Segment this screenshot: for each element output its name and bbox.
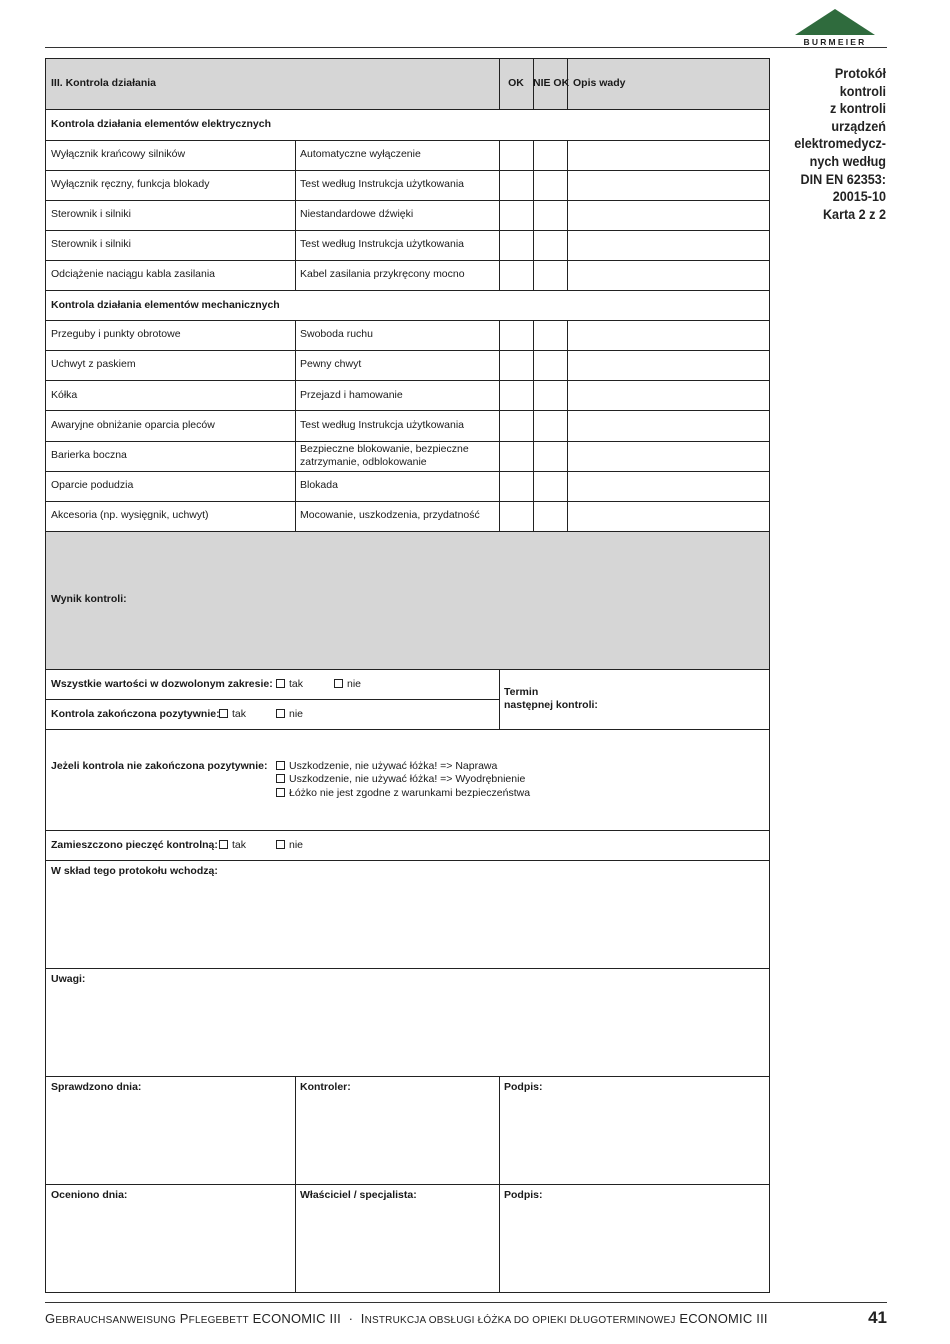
row-check: Bezpieczne blokowanie, bezpieczne <box>300 443 469 455</box>
option-separate[interactable] <box>276 773 525 785</box>
col-header-nie-ok: NIE OK <box>533 77 570 89</box>
group-title-mechanical: Kontrola działania elementów mechanicznych <box>51 299 280 311</box>
protocol-side-title <box>789 65 886 223</box>
divider <box>45 230 770 231</box>
option-label: Łóżko nie jest zgodne z warunkami bezpieczeństwa <box>289 787 531 799</box>
evaluated-on-label: Oceniono dnia: <box>51 1189 128 1201</box>
divider <box>45 471 770 472</box>
row-check: Przejazd i hamowanie <box>300 389 403 401</box>
all-values-no[interactable] <box>334 678 361 690</box>
yes-label: tak <box>232 708 247 720</box>
signature-label: Podpis: <box>504 1081 543 1093</box>
notes-label: Uwagi: <box>51 973 86 985</box>
divider <box>45 501 770 502</box>
checkbox-icon[interactable] <box>334 679 343 688</box>
footer-text <box>45 1311 768 1326</box>
side-title-line: z kontroli <box>829 100 886 117</box>
row-item: Akcesoria (np. wysięgnik, uchwyt) <box>51 509 209 521</box>
option-not-compliant[interactable] <box>276 787 530 799</box>
checkbox-icon[interactable] <box>276 709 285 718</box>
col-divider <box>533 320 534 531</box>
option-repair[interactable] <box>276 760 497 772</box>
divider <box>45 350 770 351</box>
col-divider <box>567 140 568 290</box>
col-divider <box>499 669 500 729</box>
divider <box>45 170 770 171</box>
footer-rule <box>45 1302 887 1303</box>
row-check-line2: zatrzymanie, odblokowanie <box>300 456 427 468</box>
header-rule <box>45 47 887 48</box>
side-title-line: Karta 2 z 2 <box>822 205 886 222</box>
footer-part: NSTRUKCJA OBSŁUGI ŁÓŻKA DO OPIEKI DŁUGOTERMINOWEJ <box>364 1315 676 1326</box>
divider <box>45 968 770 969</box>
row-check: Test według Instrukcja użytkowania <box>300 419 464 431</box>
no-label: nie <box>289 708 304 720</box>
divider <box>45 1184 770 1185</box>
col-divider <box>499 320 500 531</box>
col-divider <box>295 140 296 290</box>
footer-part: ECONOMIC III <box>252 1311 341 1326</box>
yes-label: tak <box>232 839 247 851</box>
option-label: Uszkodzenie, nie używać łóżka! => Naprawa <box>289 760 498 772</box>
not-completed-label: Jeżeli kontrola nie zakończona pozytywnie: <box>51 760 268 772</box>
divider <box>45 200 770 201</box>
divider <box>45 860 770 861</box>
col-header-opis: Opis wady <box>573 77 626 89</box>
row-item: Przeguby i punkty obrotowe <box>51 328 181 340</box>
side-title-line: nych według <box>809 152 886 169</box>
row-check: Test według Instrukcja użytkowania <box>300 178 464 190</box>
page-number: 41 <box>868 1308 887 1327</box>
row-check: Blokada <box>300 479 338 491</box>
divider <box>45 441 770 442</box>
row-check: Mocowanie, uszkodzenia, przydatność <box>300 509 480 521</box>
completed-no[interactable] <box>276 708 303 720</box>
col-divider <box>499 140 500 290</box>
logo-text: BURMEIER <box>803 37 867 47</box>
footer-part: G <box>45 1311 56 1326</box>
side-title-line: DIN EN 62353: <box>800 170 886 187</box>
owner-label: Właściciel / specjalista: <box>300 1189 417 1201</box>
checkbox-icon[interactable] <box>276 788 285 797</box>
row-check: Pewny chwyt <box>300 358 362 370</box>
row-item: Sterownik i silniki <box>51 238 131 250</box>
col-divider <box>295 1076 296 1293</box>
checkbox-icon[interactable] <box>219 709 228 718</box>
seal-no[interactable] <box>276 839 303 851</box>
divider <box>45 830 770 831</box>
checkbox-icon[interactable] <box>276 679 285 688</box>
checked-on-label: Sprawdzono dnia: <box>51 1081 142 1093</box>
next-check-label-2: następnej kontroli: <box>504 699 598 711</box>
no-label: nie <box>289 839 304 851</box>
divider <box>45 260 770 261</box>
seal-yes[interactable] <box>219 839 246 851</box>
divider <box>45 290 770 291</box>
row-check: Automatyczne wyłączenie <box>300 148 421 160</box>
all-values-yes[interactable] <box>276 678 303 690</box>
footer-part: FLEGEBETT <box>188 1315 249 1326</box>
signature-label-2: Podpis: <box>504 1189 543 1201</box>
divider <box>45 729 770 730</box>
row-item: Uchwyt z paskiem <box>51 358 136 370</box>
divider <box>45 531 770 532</box>
footer-part: I <box>360 1311 365 1326</box>
row-item: Odciążenie naciągu kabla zasilania <box>51 268 216 280</box>
result-title: Wynik kontroli: <box>51 593 127 605</box>
divider <box>45 380 770 381</box>
group-title-electrical: Kontrola działania elementów elektrycznych <box>51 118 271 130</box>
divider <box>45 109 770 110</box>
checkbox-icon[interactable] <box>276 761 285 770</box>
divider <box>45 669 770 670</box>
no-label: nie <box>347 678 362 690</box>
checkbox-icon[interactable] <box>276 840 285 849</box>
divider <box>45 320 770 321</box>
divider <box>45 140 770 141</box>
section-title: III. Kontrola działania <box>51 77 157 89</box>
divider <box>45 1076 770 1077</box>
row-item: Sterownik i silniki <box>51 208 131 220</box>
burmeier-logo-icon <box>795 9 875 35</box>
next-check-label: Termin <box>504 686 539 698</box>
footer-separator: · <box>348 1311 354 1326</box>
col-header-ok: OK <box>508 77 524 89</box>
yes-label: tak <box>289 678 304 690</box>
footer-part: P <box>179 1311 189 1326</box>
row-item: Wyłącznik krańcowy silników <box>51 148 186 160</box>
includes-label: W skład tego protokołu wchodzą: <box>51 865 218 877</box>
col-divider <box>499 1076 500 1293</box>
divider <box>45 410 770 411</box>
side-title-line: elektromedycz- <box>794 135 886 152</box>
row-item: Wyłącznik ręczny, funkcja blokady <box>51 178 210 190</box>
row-item: Barierka boczna <box>51 449 127 461</box>
inspector-label: Kontroler: <box>300 1081 351 1093</box>
checkbox-icon[interactable] <box>219 840 228 849</box>
option-label: Uszkodzenie, nie używać łóżka! => Wyodrębnienie <box>289 773 526 785</box>
col-divider <box>295 320 296 531</box>
side-title-line: Protokół kontroli <box>834 65 886 99</box>
row-check: Test według Instrukcja użytkowania <box>300 238 464 250</box>
col-divider <box>533 140 534 290</box>
footer-part: EBRAUCHSANWEISUNG <box>55 1315 176 1326</box>
footer-part: ECONOMIC III <box>679 1311 768 1326</box>
completed-label: Kontrola zakończona pozytywnie: <box>51 708 220 720</box>
row-check: Swoboda ruchu <box>300 328 373 340</box>
side-title-line: 20015-10 <box>832 188 886 205</box>
col-divider <box>567 320 568 531</box>
all-values-label: Wszystkie wartości w dozwolonym zakresie: <box>51 678 273 690</box>
row-item: Awaryjne obniżanie oparcia pleców <box>51 419 215 431</box>
divider <box>45 699 499 700</box>
row-item: Oparcie podudzia <box>51 479 134 491</box>
row-item: Kółka <box>51 389 78 401</box>
checkbox-icon[interactable] <box>276 774 285 783</box>
row-check: Niestandardowe dźwięki <box>300 208 414 220</box>
row-check: Kabel zasilania przykręcony mocno <box>300 268 465 280</box>
completed-yes[interactable] <box>219 708 246 720</box>
seal-label: Zamieszczono pieczęć kontrolną: <box>51 839 218 851</box>
side-title-line: urządzeń <box>831 117 886 134</box>
